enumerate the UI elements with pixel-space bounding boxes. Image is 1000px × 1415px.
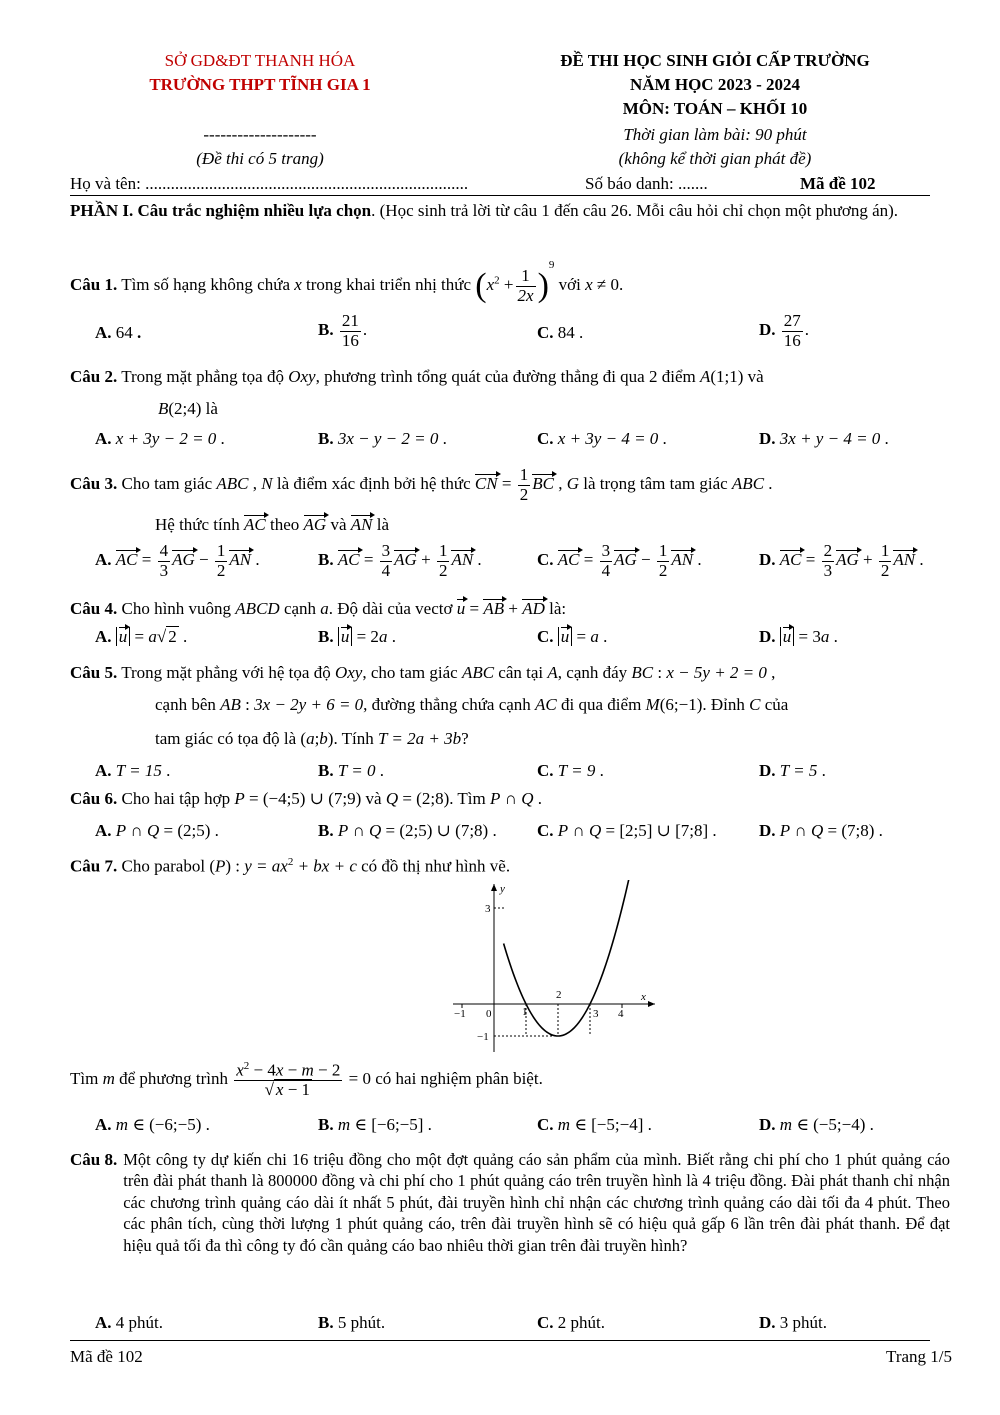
q8-opt-a: A. 4 phút. [95,1313,164,1332]
q5-opt-c: C. T = 9 . [537,761,604,780]
q4-opt-d: D. u = 3a . [759,627,838,646]
pages-note: (Đề thi có 5 trang) [196,149,324,168]
footer-page: Trang 1/5 [886,1347,952,1366]
school-name: TRƯỜNG THPT TĨNH GIA 1 [149,75,371,94]
q5-opt-b: B. T = 0 . [318,761,384,780]
school-year: NĂM HỌC 2023 - 2024 [630,75,800,94]
q5-opt-a: A. T = 15 . [95,761,171,780]
question-5-line2: cạnh bên AB : 3x − 2y + 6 = 0, đường thẳng chứa cạnh AC đi qua điểm M(6;−1). Đỉnh C của [155,695,789,714]
q2-opt-a: A. x + 3y − 2 = 0 . [95,429,225,448]
q8-opt-c: C. 2 phút. [537,1313,606,1332]
subject: MÔN: TOÁN – KHỐI 10 [622,99,808,118]
q2-opt-b: B. 3x − y − 2 = 0 . [318,429,447,448]
name-field: Họ và tên: ............................................................................ [70,174,469,193]
time-note: (không kể thời gian phát đề) [618,149,812,168]
q6-opt-d: D. P ∩ Q = (7;8) . [759,821,883,840]
question-2: Câu 2. Trong mặt phẳng tọa độ Oxy, phương trình tổng quát của đường thẳng đi qua 2 điểm A(1;1) và [70,367,764,386]
q2-opt-c: C. x + 3y − 4 = 0 . [537,429,667,448]
label-origin: 0 [486,1008,492,1020]
dept-name: SỞ GD&ĐT THANH HÓA [164,51,356,70]
question-7-find: Tìm m để phương trình $\frac{x^2 - 4x - m - 2}{√ x - 1}$ = 0 có hai nghiệm phân biệt. [70,1060,543,1100]
question-4: Câu 4. Cho hình vuông ABCD cạnh a. Độ dài của vectơ u = AB + AD là: [70,599,567,618]
label-xm1: −1 [454,1008,466,1020]
q8-opt-b: B. 5 phút. [318,1313,386,1332]
q1-opt-c: C. 84 . [537,323,584,342]
x-axis-arrow [648,1001,655,1007]
sbd-field: Số báo danh: ....... [585,174,708,193]
q3-opt-d: D. AC = $\frac{2}{3}$ AG + $\frac{1}{2}$ AN . [759,541,924,580]
header-divider [70,195,930,196]
question-3: Câu 3. Cho tam giác ABC , N là điểm xác định bởi hệ thức CN = $\frac{1}{2}$ BC , G là trọng tâm tam giác ABC . [70,465,773,504]
q3-opt-a: A. AC = $\frac{4}{3}$ AG − $\frac{1}{2}$ AN . [95,541,260,580]
label-x1: 1 [522,1006,528,1018]
question-5: Câu 5. Trong mặt phẳng với hệ tọa độ Oxy, cho tam giác ABC cân tại A, cạnh đáy BC : x − 5y + 2 = 0 , [70,663,776,682]
footer-divider [70,1340,930,1341]
footer-code: Mã đề 102 [70,1347,143,1366]
question-8: Câu 8. Một công ty dự kiến chi 16 triệu đồng cho một đợt quảng cáo sản phẩm của mình. Biết rằng chi phí cho 1 phút quảng cáo trên đài phát thanh là 800000 đồng và chi phí cho 1 phút quảng cáo trên truyền hình là 4 triệu đồng. Đài phát thanh chỉ nhận các chương trình quảng cáo dài ít nhất 5 phút, đài truyền hình chỉ nhận các chương trình quảng cáo dài tối đa 4 phút. Theo các phân tích, cùng thời lượng 1 phút quảng cáo, trên đài truyền hình sẽ có hiệu quả gấp 6 lần trên đài phát thanh. Để đạt hiệu quả tối đa thì công ty đó cần quảng cáo bao nhiêu thời gian trên đài truyền hình? [70,1150,950,1255]
q3-opt-b: B. AC = $\frac{3}{4}$ AG + $\frac{1}{2}$ AN . [318,541,482,580]
q7-opt-b: B. m ∈ [−6;−5] . [318,1115,432,1134]
q1-opt-b: B. $\frac{21}{16}$ . [318,311,368,350]
q7-opt-d: D. m ∈ (−5;−4) . [759,1115,874,1134]
label-x: x [641,991,646,1003]
q4-opt-c: C. u = a . [537,627,608,646]
q3-opt-c: C. AC = $\frac{3}{4}$ AG − $\frac{1}{2}$ AN . [537,541,702,580]
q6-opt-a: A. P ∩ Q = (2;5) . [95,821,219,840]
q7-opt-a: A. m ∈ (−6;−5) . [95,1115,210,1134]
q4-opt-b: B. u = 2a . [318,627,396,646]
label-y: y [500,883,505,895]
exam-title: ĐỀ THI HỌC SINH GIỎI CẤP TRƯỜNG [560,51,870,70]
question-6: Câu 6. Cho hai tập hợp P = (−4;5) ∪ (7;9) và Q = (2;8). Tìm P ∩ Q . [70,789,542,808]
exam-time: Thời gian làm bài: 90 phút [623,125,807,144]
q4-opt-a: A. u = a√ 2 . [95,627,188,646]
question-2-line2: B(2;4) là [158,399,218,418]
question-7: Câu 7. Cho parabol (P) : $y = ax^2$ + bx + c có đồ thị như hình vẽ. [70,856,511,876]
q1-opt-a: A. 64 . [95,323,142,342]
parabola-graph [445,880,665,1055]
question-3-line2: Hệ thức tính AC theo AG và AN là [155,515,390,534]
y-axis-arrow [491,884,497,891]
q6-opt-c: C. P ∩ Q = [2;5] ∪ [7;8] . [537,821,717,840]
label-x2: 2 [556,989,562,1001]
label-x3: 3 [593,1008,599,1020]
question-5-line3: tam giác có tọa độ là (a;b). Tính T = 2a + 3b? [155,729,469,748]
exam-code: Mã đề 102 [800,174,876,193]
q2-opt-d: D. 3x + y − 4 = 0 . [759,429,889,448]
label-x4: 4 [618,1008,624,1020]
q6-opt-b: B. P ∩ Q = (2;5) ∪ (7;8) . [318,821,497,840]
q7-opt-c: C. m ∈ [−5;−4] . [537,1115,652,1134]
label-y3: 3 [485,903,491,915]
part1-heading: PHẦN I. Câu trắc nghiệm nhiều lựa chọn. (Học sinh trả lời từ câu 1 đến câu 26. Mỗi câu hỏi chỉ chọn một phương án). [70,201,899,220]
q1-opt-d: D. $\frac{27}{16}$ . [759,311,810,350]
label-ym1: −1 [477,1031,489,1043]
q5-opt-d: D. T = 5 . [759,761,826,780]
question-1: Câu 1. Tìm số hạng không chứa x trong khai triển nhị thức ($x^2$ + $\frac{1}{2x}$ )$^9$ với x ≠ 0. [70,259,624,305]
dash-line: -------------------- [203,125,317,144]
q8-opt-d: D. 3 phút. [759,1313,828,1332]
